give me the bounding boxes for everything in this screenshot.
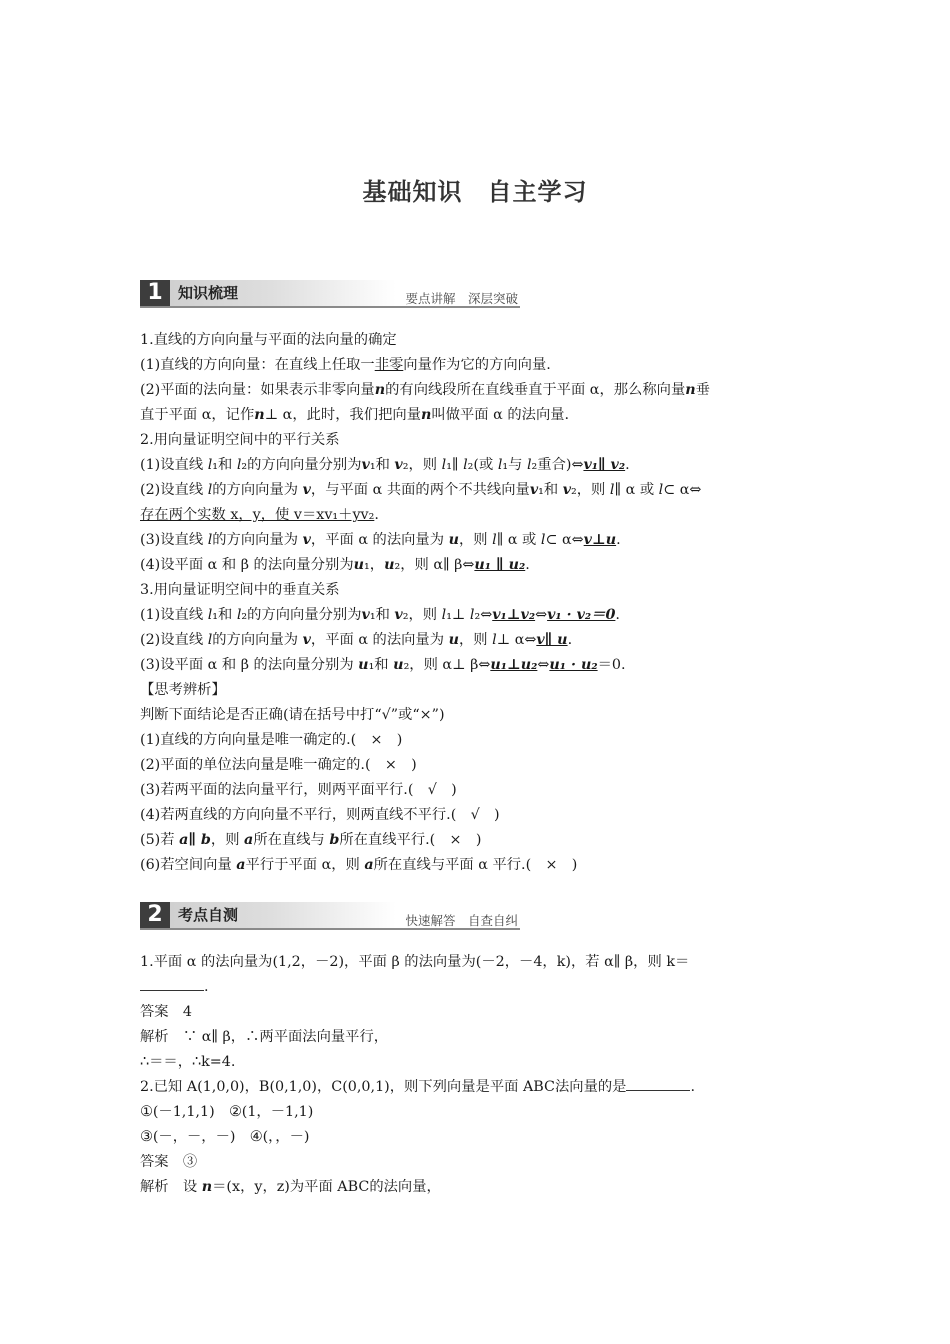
knowledge-content xyxy=(140,328,815,878)
text-line: (2)平面的法向量：如果表示非零向量n的有向线段所在直线垂直于平面 α，那么称向量n垂 xyxy=(140,382,710,398)
section-subtitle: 要点讲解 深层突破 xyxy=(405,291,518,306)
answer-underline: 非零 xyxy=(374,357,404,373)
answer-underline: v⊥u xyxy=(583,532,617,548)
text-line: (6)若空间向量 a平行于平面 α，则 a所在直线与平面 α 平行.( × ) xyxy=(140,857,578,873)
text-line: (4)设平面 α 和 β 的法向量分别为u₁，u₂，则 α∥ β⇔u₁ ∥ u₂. xyxy=(140,557,530,573)
section-header-knowledge xyxy=(140,280,520,310)
text-line: 1.直线的方向向量与平面的法向量的确定 xyxy=(140,332,397,348)
question-line: 1.平面 α 的法向量为(1,2，－2)，平面 β 的法向量为(－2，－4，k)，若 α∥ β，则 k＝ xyxy=(140,954,690,970)
text-line: 判断下面结论是否正确(请在括号中打“√”或“×”) xyxy=(140,707,445,723)
answer-underline: u₁⊥u₂ xyxy=(490,657,538,673)
answer-underline: u₁ · u₂ xyxy=(549,657,598,673)
answer-underline: v∥ u xyxy=(536,632,568,648)
answer-underline: v₁⊥v₂ xyxy=(492,607,536,623)
text-line: (3)设平面 α 和 β 的法向量分别为 u₁和 u₂，则 α⊥ β⇔u₁⊥u₂⇔u₁ · u₂＝0. xyxy=(140,657,626,673)
analysis-line: 解析 ∵ α∥ β，∴两平面法向量平行， xyxy=(140,1029,389,1045)
text-line: (2)设直线 l的方向向量为 v，与平面 α 共面的两个不共线向量v₁和 v₂，则 l∥ α 或 l⊂ α⇔ xyxy=(140,482,702,498)
answer-blank xyxy=(626,1076,690,1091)
text-line: (3)设直线 l的方向向量为 v，平面 α 的法向量为 u，则 l∥ α 或 l⊂ α⇔v⊥u. xyxy=(140,532,621,548)
text-line: (1)设直线 l₁和 l₂的方向向量分别为v₁和 v₂，则 l₁⊥ l₂⇔v₁⊥v₂⇔v₁ · v₂＝0. xyxy=(140,607,620,623)
page-title: 基础知识 自主学习 xyxy=(362,178,588,206)
text-line: (1)直线的方向向量是唯一确定的.( × ) xyxy=(140,732,403,748)
section-label: 知识梳理 xyxy=(170,280,396,306)
text-line: (2)平面的单位法向量是唯一确定的.( × ) xyxy=(140,757,417,773)
text-line: 2.用向量证明空间中的平行关系 xyxy=(140,432,340,448)
answer-underline: 存在两个实数 x，y，使 v＝xv₁＋yv₂ xyxy=(140,507,375,523)
text-line: 存在两个实数 x，y，使 v＝xv₁＋yv₂. xyxy=(140,507,379,523)
section-label: 考点自测 xyxy=(170,902,396,928)
answer-line: 答案 4 xyxy=(140,1004,192,1020)
answer-underline: v₁∥ v₂ xyxy=(583,457,626,473)
text-line: (5)若 a∥ b，则 a所在直线与 b所在直线平行.( × ) xyxy=(140,832,482,848)
question-line: . xyxy=(140,975,815,1000)
text-line: (3)若两平面的法向量平行，则两平面平行.( √ ) xyxy=(140,782,457,798)
option-line: ①(－1,1,1) ②(1，－1,1) xyxy=(140,1104,314,1120)
section-header-self-test xyxy=(140,902,520,932)
self-test-content xyxy=(140,950,815,1200)
answer-underline: v₁ · v₂＝0 xyxy=(547,607,616,623)
text-line: (1)设直线 l₁和 l₂的方向向量分别为v₁和 v₂，则 l₁∥ l₂(或 l₁与 l₂重合)⇔v₁∥ v₂. xyxy=(140,457,630,473)
option-line: ③(－，－，－) ④(，，－) xyxy=(140,1129,310,1145)
text-line: (1)直线的方向向量：在直线上任取一非零向量作为它的方向向量. xyxy=(140,357,551,373)
section-number: 1 xyxy=(140,280,170,306)
answer-line: 答案 ③ xyxy=(140,1154,198,1170)
question-line: 2.已知 A(1,0,0)，B(0,1,0)，C(0,0,1)，则下列向量是平面 ABC法向量的是 . xyxy=(140,1075,815,1100)
analysis-line: 解析 设 n＝(x，y，z)为平面 ABC的法向量， xyxy=(140,1179,441,1195)
text-line: (2)设直线 l的方向向量为 v，平面 α 的法向量为 u，则 l⊥ α⇔v∥ u. xyxy=(140,632,573,648)
text-line: (4)若两直线的方向向量不平行，则两直线不平行.( √ ) xyxy=(140,807,500,823)
answer-underline: u₁ ∥ u₂ xyxy=(474,557,526,573)
text-line: 3.用向量证明空间中的垂直关系 xyxy=(140,582,340,598)
section-number: 2 xyxy=(140,902,170,928)
text-line: 直于平面 α，记作n⊥ α，此时，我们把向量n叫做平面 α 的法向量. xyxy=(140,407,570,423)
answer-blank xyxy=(140,976,204,991)
section-subtitle: 快速解答 自查自纠 xyxy=(405,913,518,928)
analysis-line: ∴＝＝，∴k=4. xyxy=(140,1054,236,1070)
text-line: 【思考辨析】 xyxy=(140,682,226,698)
